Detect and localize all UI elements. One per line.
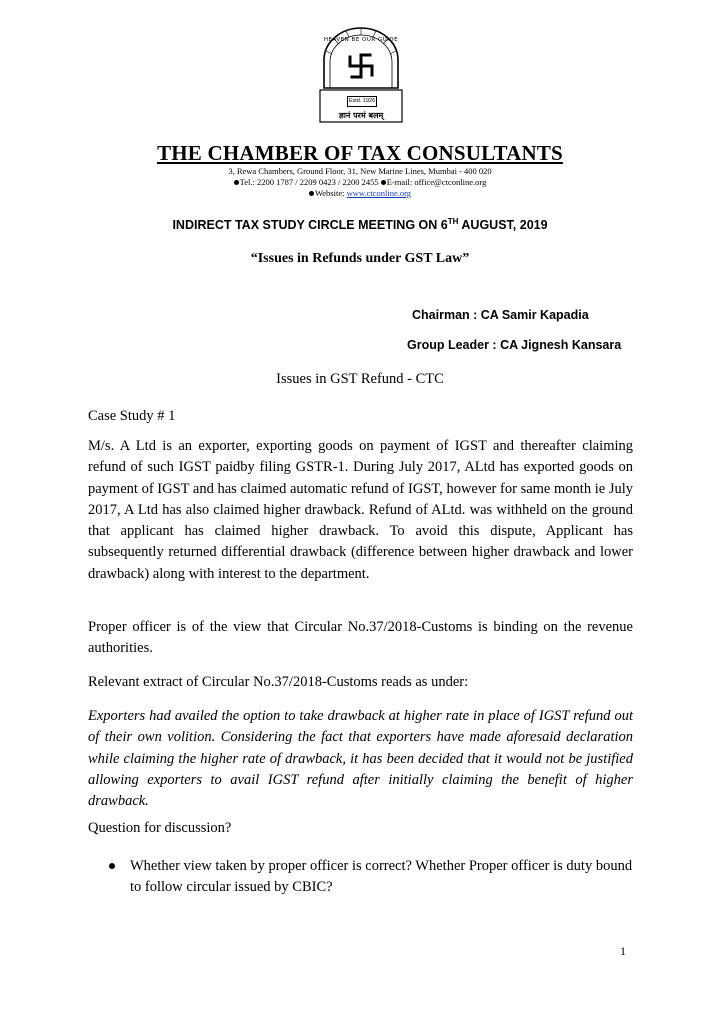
bullet-icon	[309, 191, 314, 196]
meeting-heading-prefix: INDIRECT TAX STUDY CIRCLE MEETING ON 6	[172, 218, 448, 233]
discussion-questions	[88, 856, 633, 899]
email: E-mail: office@ctconline.org	[386, 177, 487, 187]
officer-view-paragraph: Proper officer is of the view that Circular No.37/2018-Customs is binding on the revenue authorities.	[88, 619, 633, 657]
chairman-line: Chairman : CA Samir Kapadia	[412, 308, 589, 322]
case-study-heading: Case Study # 1	[88, 408, 176, 424]
group-leader-line: Group Leader : CA Jignesh Kansara	[407, 338, 622, 352]
website-label: Website:	[314, 188, 347, 198]
website-link[interactable]: www.ctconline.org	[346, 188, 412, 198]
circular-intro-paragraph: Relevant extract of Circular No.37/2018-Customs reads as under:	[88, 674, 469, 690]
logo-motto: HEAVEN BE OUR GUIDE	[323, 37, 399, 43]
contact-line	[0, 177, 720, 187]
section-title: Issues in GST Refund - CTC	[276, 371, 444, 387]
bullet-icon	[381, 180, 386, 185]
bullet-icon	[234, 180, 239, 185]
organisation-title: THE CHAMBER OF TAX CONSULTANTS	[157, 141, 563, 165]
bullet-icon	[109, 863, 115, 869]
telephone: Tel.: 2200 1787 / 2209 0423 / 2200 2455	[239, 177, 379, 187]
question-heading: Question for discussion?	[88, 820, 232, 836]
circular-extract-quote: Exporters had availed the option to take drawback at higher rate in place of IGST refund out of their own volition. Considering the fact that exporters have made aforesaid declaration while claiming the higher rate of drawback, it has been decided that it would not be justified allowing exporters to avail IGST refund after initially claiming the benefit of higher drawback.	[88, 708, 633, 810]
meeting-heading-superscript: TH	[447, 217, 459, 226]
list-item-text: Whether view taken by proper officer is correct? Whether Proper officer is duty bound to follow circular issued by CBIC?	[130, 858, 633, 896]
case-facts-paragraph: M/s. A Ltd is an exporter, exporting goods on payment of IGST and thereafter claiming refund of such IGST paidby filing GSTR-1. During July 2017, ALtd has exported goods on payment of IGST and has claimed automatic refund of IGST, however for same month ie July 2017, A Ltd has also claimed higher drawback. Refund of ALtd. was withheld on the ground that applicant has claimed higher drawback. To avoid this dispute, Applicant has subsequently returned differential drawback (difference between higher drawback and lower drawback) along with interest to the department.	[88, 438, 633, 582]
chamber-logo	[318, 26, 404, 124]
logo-sanskrit-motto: ज्ञानं परमं बलम्	[338, 111, 384, 120]
meeting-heading-suffix: AUGUST, 2019	[458, 218, 548, 233]
website-line	[0, 188, 720, 198]
meeting-topic: “Issues in Refunds under GST Law”	[250, 251, 470, 266]
page-number: 1	[620, 944, 626, 958]
address-line: 3, Rewa Chambers, Ground Floor, 31, New Marine Lines, Mumbai - 400 020	[228, 166, 492, 176]
logo-established: Estd. 1926	[347, 96, 377, 107]
list-item	[88, 856, 633, 899]
meeting-heading	[0, 217, 720, 232]
